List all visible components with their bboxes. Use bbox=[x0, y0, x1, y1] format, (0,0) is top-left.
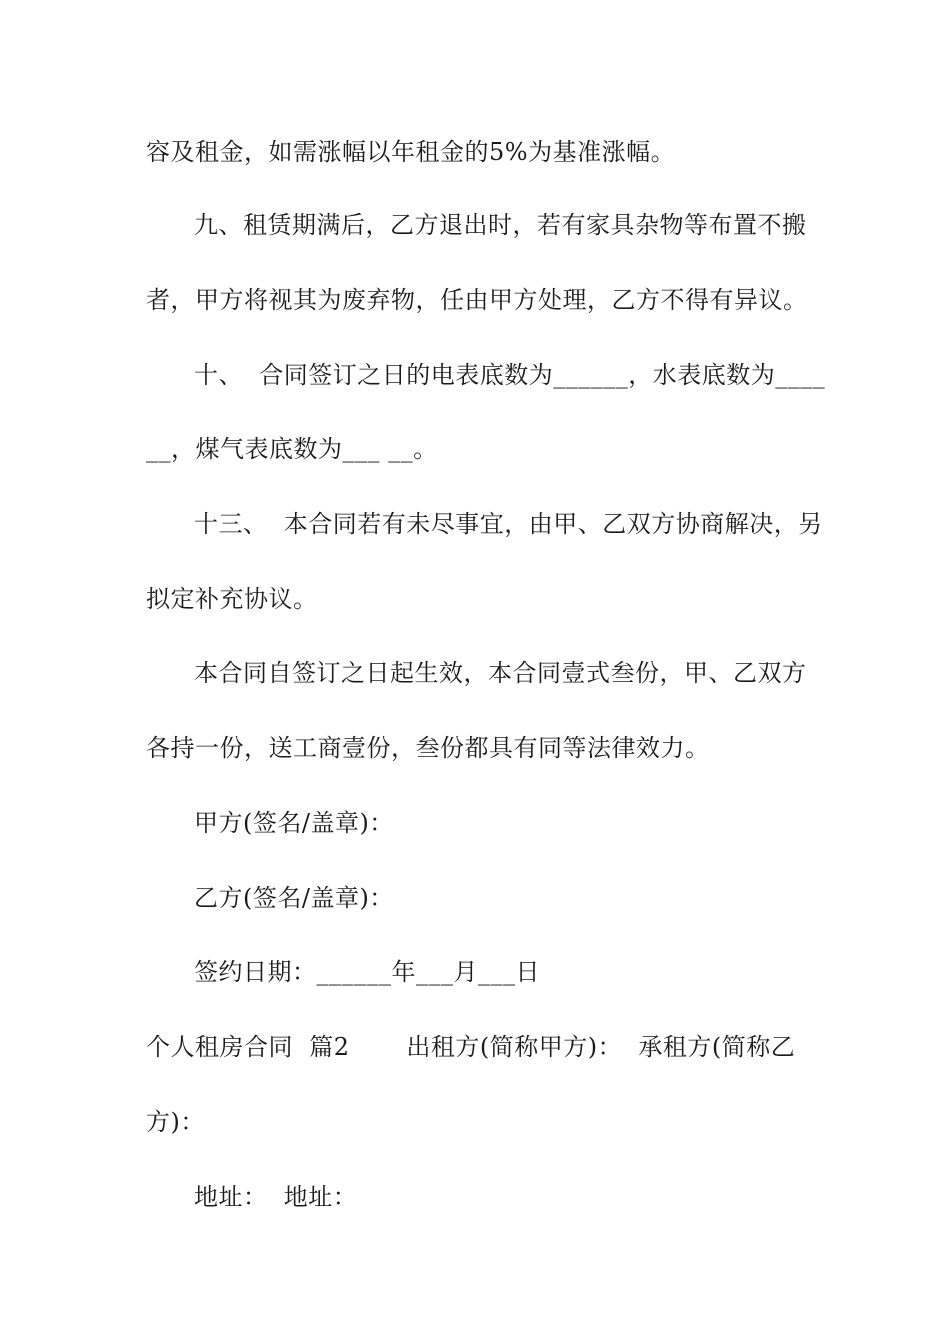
text-line: 容及租金，如需涨幅以年租金的5%为基准涨幅。 bbox=[146, 138, 676, 166]
signing-date-line: 签约日期：______年___月___日 bbox=[194, 958, 540, 986]
clause-nine-line: 九、租赁期满后，乙方退出时，若有家具杂物等布置不搬 bbox=[194, 211, 807, 239]
text-line: 方)： bbox=[146, 1108, 205, 1136]
contract-two-heading-line: 个人租房合同 篇2 出租方(简称甲方)： 承租方(简称乙 bbox=[146, 1033, 796, 1061]
clause-ten-line: 十、 合同签订之日的电表底数为______，水表底数为____ bbox=[194, 361, 826, 389]
clause-thirteen-line: 十三、 本合同若有未尽事宜，由甲、乙双方协商解决，另 bbox=[194, 510, 823, 538]
party-b-signature-line: 乙方(签名/盖章)： bbox=[194, 884, 394, 912]
party-a-signature-line: 甲方(签名/盖章)： bbox=[194, 809, 394, 837]
text-line: 者，甲方将视其为废弃物，任由甲方处理，乙方不得有异议。 bbox=[146, 286, 808, 314]
effective-clause-line: 本合同自签订之日起生效，本合同壹式叁份，甲、乙双方 bbox=[194, 659, 807, 687]
address-line: 地址： 地址： bbox=[194, 1183, 358, 1211]
text-line: 拟定补充协议。 bbox=[146, 585, 318, 613]
text-line: 各持一份，送工商壹份，叁份都具有同等法律效力。 bbox=[146, 734, 710, 762]
text-line: __，煤气表底数为___ __。 bbox=[146, 435, 438, 463]
